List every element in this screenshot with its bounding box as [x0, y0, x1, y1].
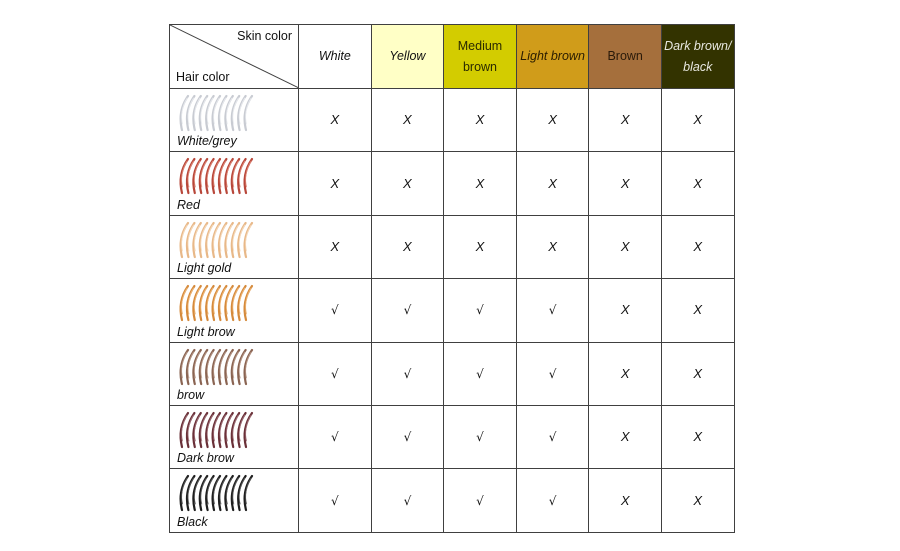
compatibility-cell: [516, 152, 589, 215]
compatibility-cell: [444, 152, 517, 215]
compatibility-cell: [661, 279, 734, 342]
compatible-mark: √: [548, 493, 557, 508]
table-row: [170, 215, 735, 278]
compatibility-table: [169, 24, 735, 533]
incompatible-mark: X: [548, 112, 557, 128]
incompatible-mark: X: [620, 429, 630, 445]
compatibility-cell: [661, 89, 734, 152]
compatibility-cell: [589, 215, 662, 278]
compatible-mark: √: [548, 366, 557, 381]
incompatible-mark: X: [693, 302, 703, 318]
hair-skin-compatibility-chart: [169, 24, 734, 531]
compatibility-cell: [589, 89, 662, 152]
compatibility-cell: [371, 469, 444, 532]
compatibility-cell: [371, 152, 444, 215]
skin-color-axis-label: Skin color: [237, 29, 292, 43]
compatibility-cell: [516, 279, 589, 342]
incompatible-mark: X: [620, 365, 630, 381]
compatibility-cell: [299, 89, 372, 152]
table-body: [170, 89, 735, 533]
hair-color-label: Black: [177, 514, 208, 529]
incompatible-mark: X: [693, 365, 703, 381]
table-row: [170, 342, 735, 405]
white-grey-hair-icon: [176, 94, 254, 132]
compatibility-cell: [516, 405, 589, 468]
light-gold-hair-icon: [176, 221, 254, 259]
compatibility-cell: [589, 469, 662, 532]
compatibility-cell: [371, 215, 444, 278]
compatible-mark: √: [403, 303, 412, 318]
skin-color-label: Brown: [607, 49, 643, 63]
incompatible-mark: X: [620, 492, 630, 508]
incompatible-mark: X: [693, 238, 703, 254]
hair-color-cell: [170, 279, 299, 342]
compatibility-cell: [516, 215, 589, 278]
hair-color-cell: [170, 152, 299, 215]
compatible-mark: √: [476, 303, 484, 318]
compatibility-cell: [516, 469, 589, 532]
skin-color-label: Yellow: [389, 49, 426, 63]
light-brown-hair-icon: [176, 284, 254, 322]
incompatible-mark: X: [548, 175, 557, 191]
compatible-mark: √: [330, 366, 339, 381]
compatibility-cell: [516, 342, 589, 405]
incompatible-mark: X: [548, 238, 557, 254]
compatibility-cell: [371, 89, 444, 152]
compatibility-cell: [444, 279, 517, 342]
skin-color-header-1: [299, 25, 372, 89]
compatibility-cell: [371, 279, 444, 342]
hair-color-label: Dark brow: [177, 451, 234, 466]
brown-hair-icon: [176, 348, 254, 386]
skin-color-header-5: [589, 25, 662, 89]
compatibility-cell: [661, 469, 734, 532]
compatibility-cell: [589, 152, 662, 215]
compatibility-cell: [299, 469, 372, 532]
incompatible-mark: X: [475, 175, 485, 191]
incompatible-mark: X: [403, 238, 412, 254]
compatibility-cell: [444, 342, 517, 405]
compatibility-cell: [299, 342, 372, 405]
compatibility-cell: [589, 342, 662, 405]
red-hair-icon: [176, 157, 254, 195]
hair-color-label: White/grey: [177, 134, 237, 149]
compatibility-cell: [444, 89, 517, 152]
compatibility-cell: [589, 405, 662, 468]
hair-color-label: brow: [177, 387, 205, 402]
skin-color-header-3: [444, 25, 517, 89]
incompatible-mark: X: [620, 175, 630, 191]
compatibility-cell: [661, 405, 734, 468]
compatibility-cell: [444, 215, 517, 278]
compatible-mark: √: [548, 430, 557, 445]
compatible-mark: √: [330, 430, 339, 445]
black-hair-icon: [176, 474, 254, 512]
incompatible-mark: X: [475, 112, 485, 128]
incompatible-mark: X: [620, 112, 630, 128]
hair-color-cell: [170, 469, 299, 532]
compatible-mark: √: [330, 493, 339, 508]
compatibility-cell: [661, 215, 734, 278]
incompatible-mark: X: [330, 112, 340, 128]
compatibility-cell: [444, 405, 517, 468]
compatibility-cell: [299, 279, 372, 342]
compatibility-cell: [299, 405, 372, 468]
incompatible-mark: X: [330, 175, 340, 191]
compatible-mark: √: [403, 493, 412, 508]
corner-header-cell: [170, 25, 299, 89]
compatibility-cell: [371, 342, 444, 405]
incompatible-mark: X: [475, 238, 485, 254]
compatibility-cell: [661, 152, 734, 215]
incompatible-mark: X: [693, 175, 703, 191]
skin-color-label: White: [318, 49, 351, 63]
skin-color-label: Light brown: [520, 49, 585, 63]
incompatible-mark: X: [330, 238, 340, 254]
compatibility-cell: [371, 405, 444, 468]
compatibility-cell: [661, 342, 734, 405]
compatible-mark: √: [330, 303, 339, 318]
incompatible-mark: X: [620, 302, 630, 318]
compatible-mark: √: [476, 430, 484, 445]
incompatible-mark: X: [693, 492, 703, 508]
skin-color-label: Dark brown/ black: [664, 38, 732, 74]
compatibility-cell: [516, 89, 589, 152]
incompatible-mark: X: [620, 238, 630, 254]
compatible-mark: √: [403, 366, 412, 381]
incompatible-mark: X: [693, 112, 703, 128]
table-row: [170, 279, 735, 342]
skin-color-header-4: [516, 25, 589, 89]
incompatible-mark: X: [403, 175, 412, 191]
incompatible-mark: X: [403, 112, 412, 128]
hair-color-axis-label: Hair color: [176, 70, 230, 84]
table-row: [170, 469, 735, 532]
compatibility-cell: [589, 279, 662, 342]
header-row: [170, 25, 735, 89]
incompatible-mark: X: [693, 429, 703, 445]
hair-color-label: Light brow: [177, 324, 235, 339]
hair-color-cell: [170, 215, 299, 278]
compatible-mark: √: [403, 430, 412, 445]
compatibility-cell: [299, 152, 372, 215]
compatible-mark: √: [476, 493, 484, 508]
compatibility-cell: [444, 469, 517, 532]
compatible-mark: √: [476, 366, 484, 381]
hair-color-cell: [170, 342, 299, 405]
compatible-mark: √: [548, 303, 557, 318]
skin-color-header-6: [661, 25, 734, 89]
skin-color-label: Medium brown: [457, 38, 503, 74]
hair-color-label: Light gold: [177, 261, 232, 276]
hair-color-label: Red: [177, 197, 200, 212]
table-row: [170, 89, 735, 152]
hair-color-cell: [170, 89, 299, 152]
skin-color-header-2: [371, 25, 444, 89]
dark-brown-hair-icon: [176, 411, 254, 449]
table-row: [170, 152, 735, 215]
compatibility-cell: [299, 215, 372, 278]
table-row: [170, 405, 735, 468]
hair-color-cell: [170, 405, 299, 468]
